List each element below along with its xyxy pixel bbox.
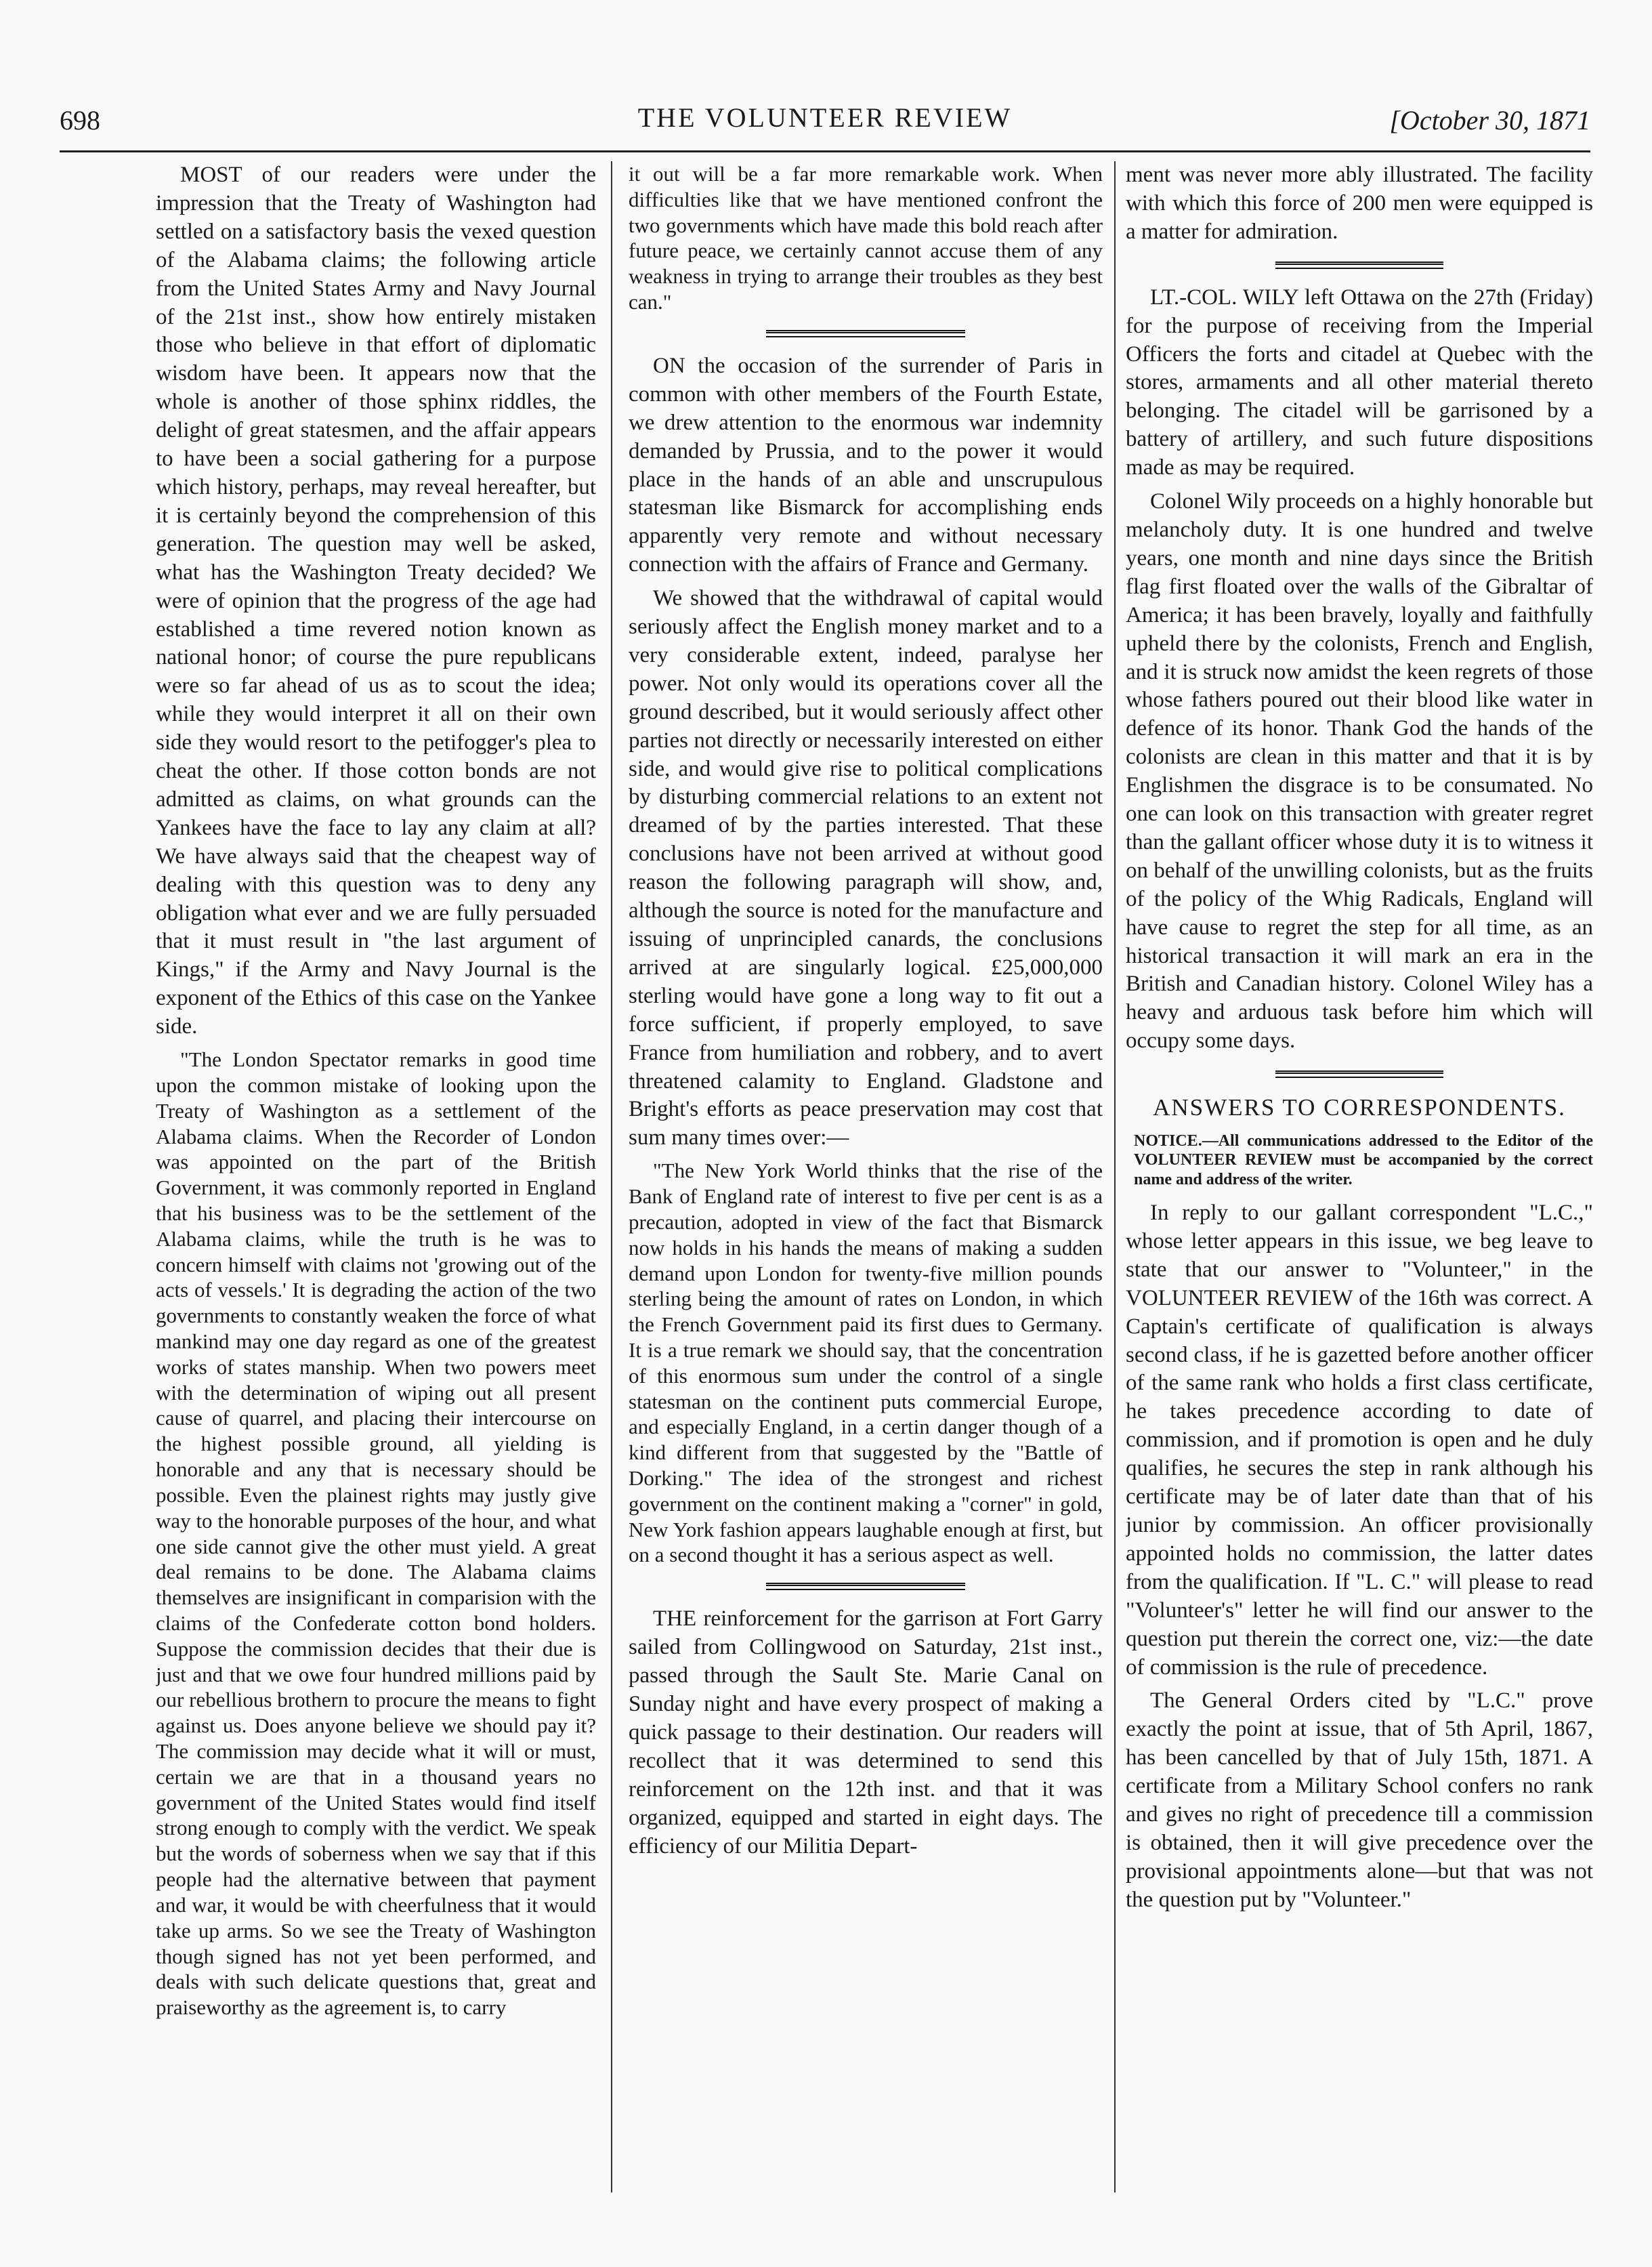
- article-separator: [766, 330, 965, 337]
- article-separator: [1275, 1070, 1443, 1078]
- quote-spectator: "The London Spectator remarks in good time upon the common mistake of looking upon the Treaty of Washington as a settlement of the Alabama claims. When the Recorder of London was appointed on the part of the British Government, it was commonly reported in England that his business was to be the settlement of the Alabama claims, while the truth is he was to concern himself with claims not 'growing out of the acts of vessels.' It is degrading the action of the two governments to constantly weaken the force of what mankind may one day regard as one of the greatest works of states manship. When two powers meet with the determination of wiping out all present cause of quarrel, and placing their intercourse on the highest possible ground, all yielding is honorable and any that is necessary should be possible. Even the plainest rights may justly give way to the honorable purposes of the hour, and what one side cannot give the other must yield. A great deal remains to be done. The Alabama claims themselves are insignificant in comparision with the claims of the Confederate cotton bond holders. Suppose the commission decides that their due is just and that we owe four hundred millions paid by our rebellious brothern to procure the means to fight against us. Does anyone believe we should pay it? The commission may decide what it will or must, certain we are that in a thousand years no government of the United States would find itself strong enough to comply with the verdict. We speak but the words of soberness when we say that if this people had the alternative between that payment and war, it would be with cheerfulness that it would take up arms. So we see the Treaty of Washington though signed has not yet been performed, and deals with such delicate questions that, great and praiseworthy as the agreement is, to carry: [156, 1047, 596, 2020]
- article-fort-garry-continued: ment was never more ably illustrated. The facility with which this force of 200 men were equipped is a matter for admiration.: [1126, 163, 1593, 244]
- quote-spectator-continued: it out will be a far more remarkable work. When difficulties like that we have mentioned confront the two governments which have made this bold reach after future peace, we certainly cannot accuse them of any weakness in trying to arrange their troubles as they best can.": [629, 162, 1103, 314]
- article-fort-garry: THE reinforcement for the garrison at Fort Garry sailed from Collingwood on Saturday, 21st inst., passed through the Sault Ste. Marie Canal on Sunday night and have every prospect of making a quick passage to their destination. Our readers will recollect that it was determined to send this reinforcement on the 12th inst. and that it was organized, equipped and started in eight days. The efficiency of our Militia Depart-: [629, 1606, 1103, 1858]
- article-col-wily: LT.-COL. WILY left Ottawa on the 27th (Friday) for the purpose of receiving from the Imperial Officers the forts and citadel at Quebec with the stores, armaments and all other material thereto belonging. The citadel will be garrisoned by a battery of artillery, and such future dispositions made as may be required.: [1126, 285, 1593, 480]
- section-heading-correspondents: ANSWERS TO CORRESPONDENTS.: [1153, 1094, 1566, 1121]
- article-treaty-washington: MOST of our readers were under the impression that the Treaty of Washington had settled on a satisfactory basis the vexed question of the Alabama claims; the following article from the United States Army and Navy Journal of the 21st inst., show how entirely mistaken those who believe in that effort of diplomatic wisdom have been. It appears now that the whole is another of those sphinx riddles, the delight of great statesmen, and the affair appears to have been a social gathering for a purpose which history, perhaps, may reveal hereafter, but it is certainly beyond the comprehension of this generation. The question may well be asked, what has the Washington Treaty decided? We were of opinion that the progress of the age had established a time revered notion known as national honor; of course the pure republicans were so far ahead of us as to scout the idea; while they would interpret it all on their own side they would resort to the petifogger's plea to cheat the other. If those cotton bonds are not admitted as claims, on what grounds can the Yankees have the face to lay any claim at all? We have always said that the cheapest way of dealing with this question was to deny any obligation what ever and we are fully persuaded that it must result in "the last argument of Kings," if the Army and Navy Journal is the exponent of the Ethics of this case on the Yankee side.: [156, 163, 596, 1039]
- header-rule: [60, 150, 1590, 152]
- masthead-title: THE VOLUNTEER REVIEW: [637, 102, 1013, 133]
- column-divider-1: [611, 161, 612, 2192]
- page-number: 698: [60, 105, 100, 136]
- answer-paragraph-2: The General Orders cited by "L.C." prove exactly the point at issue, that of 5th April, 1867, has been cancelled by that of July 15th, 1871. A certificate from a Military School confers no rank and gives no right of precedence till a commission is obtained, then it will give precedence over the provisional appointments alone—but that was not the question put by "Volunteer.": [1126, 1688, 1593, 1912]
- page-header: [60, 102, 1590, 142]
- quote-new-york-world: "The New York World thinks that the rise of the Bank of England rate of interest to five per cent is as a precaution, adopted in view of the fact that Bismarck now holds in his hands the means of making a sudden demand upon London for twenty-five million pounds sterling being the amount of rates on London, in which the French Government paid its first dues to Germany. It is a true remark we should say, that the concentration of this enormous sum under the control of a single statesman on the continent puts commercial Europe, and especially England, in a certin danger though of a kind different from that suggested by the "Battle of Dorking." The idea of the strongest and richest government on the continent making a "corner" in gold, New York fashion appears laughable enough at first, but on a second thought it has a serious aspect as well.: [629, 1159, 1103, 1567]
- article-war-indemnity: ON the occasion of the surrender of Paris in common with other members of the Fourth Estate, we drew attention to the enormous war indemnity demanded by Prussia, and to the power it would place in the hands of an able and unscrupulous statesman like Bismarck for accomplishing ends apparently very remote and without necessary connection with the affairs of France and Germany.: [629, 353, 1103, 577]
- article-war-indemnity-p2: We showed that the withdrawal of capital would seriously affect the English money market and to a very considerable extent, indeed, paralyse her power. Not only would its operations cover all the ground described, but it would seriously affect other parties not directly or necessarily interested on either side, and would give rise to political complications by disturbing commercial relations to an extent not dreamed of by the parties interested. That these conclusions have not been arrived at without good reason the following paragraph will show, and, although the source is noted for the manufacture and issuing of unprincipled canards, the conclusions arrived at are singularly logical. £25,000,000 sterling would have gone a long way to fit out a force sufficient, if properly employed, to save France from humiliation and robbery, and to avert threatened calamity to England. Gladstone and Bright's efforts as peace preservation may cost that sum many times over:—: [629, 586, 1103, 1150]
- article-separator: [1275, 262, 1443, 269]
- article-col-wily-p2: Colonel Wily proceeds on a highly honorable but melancholy duty. It is one hundred and twelve years, one month and nine days since the British flag first floated over the walls of the Gibraltar of America; it has been bravely, loyally and faithfully upheld there by the colonists, French and English, and it is struck now amidst the keen regrets of those whose fathers poured out their blood like water in defence of its honor. Thank God the hands of the colonists are clean in this matter and that it is by Englishmen the disgrace is to be consumated. No one can look on this transaction with greater regret than the gallant officer whose duty it is to witness it on behalf of the unwilling colonists, but as the fruits of the policy of the Whig Radicals, England will have cause to regret the step for all time, as an historical transaction it will mark an era in the British and Canadian history. Colonel Wiley has a heavy and arduous task before him which will occupy some days.: [1126, 489, 1593, 1054]
- column-2: [629, 161, 1103, 2192]
- column-1: [156, 161, 596, 2192]
- article-separator: [766, 1583, 965, 1590]
- column-3: [1126, 161, 1593, 2192]
- column-divider-2: [1114, 161, 1116, 2192]
- answer-paragraph-1: In reply to our gallant correspondent "L.C.," whose letter appears in this issue, we beg leave to state that our answer to "Volunteer," in the VOLUNTEER REVIEW of the 16th was correct. A Captain's certificate of qualification is always second class, if he is gazetted before another officer of the same rank who holds a first class certificate, he takes precedence according to date of commission, and if promotion is open and he duly qualifies, he secures the step in rank although his certificate may be of later date than that of his junior by commission. An officer provisionally appointed holds no commission, the latter dates from the qualification. If "L. C." will please to read "Volunteer's" letter he will find our answer to the question put therein the correct one, viz:—the date of commission is the rule of precedence.: [1126, 1201, 1593, 1680]
- notice-text: NOTICE.—All communications addressed to the Editor of the VOLUNTEER REVIEW must be accompanied by the correct name and address of the writer.: [1134, 1131, 1593, 1189]
- issue-date: [October 30, 1871: [1389, 105, 1590, 136]
